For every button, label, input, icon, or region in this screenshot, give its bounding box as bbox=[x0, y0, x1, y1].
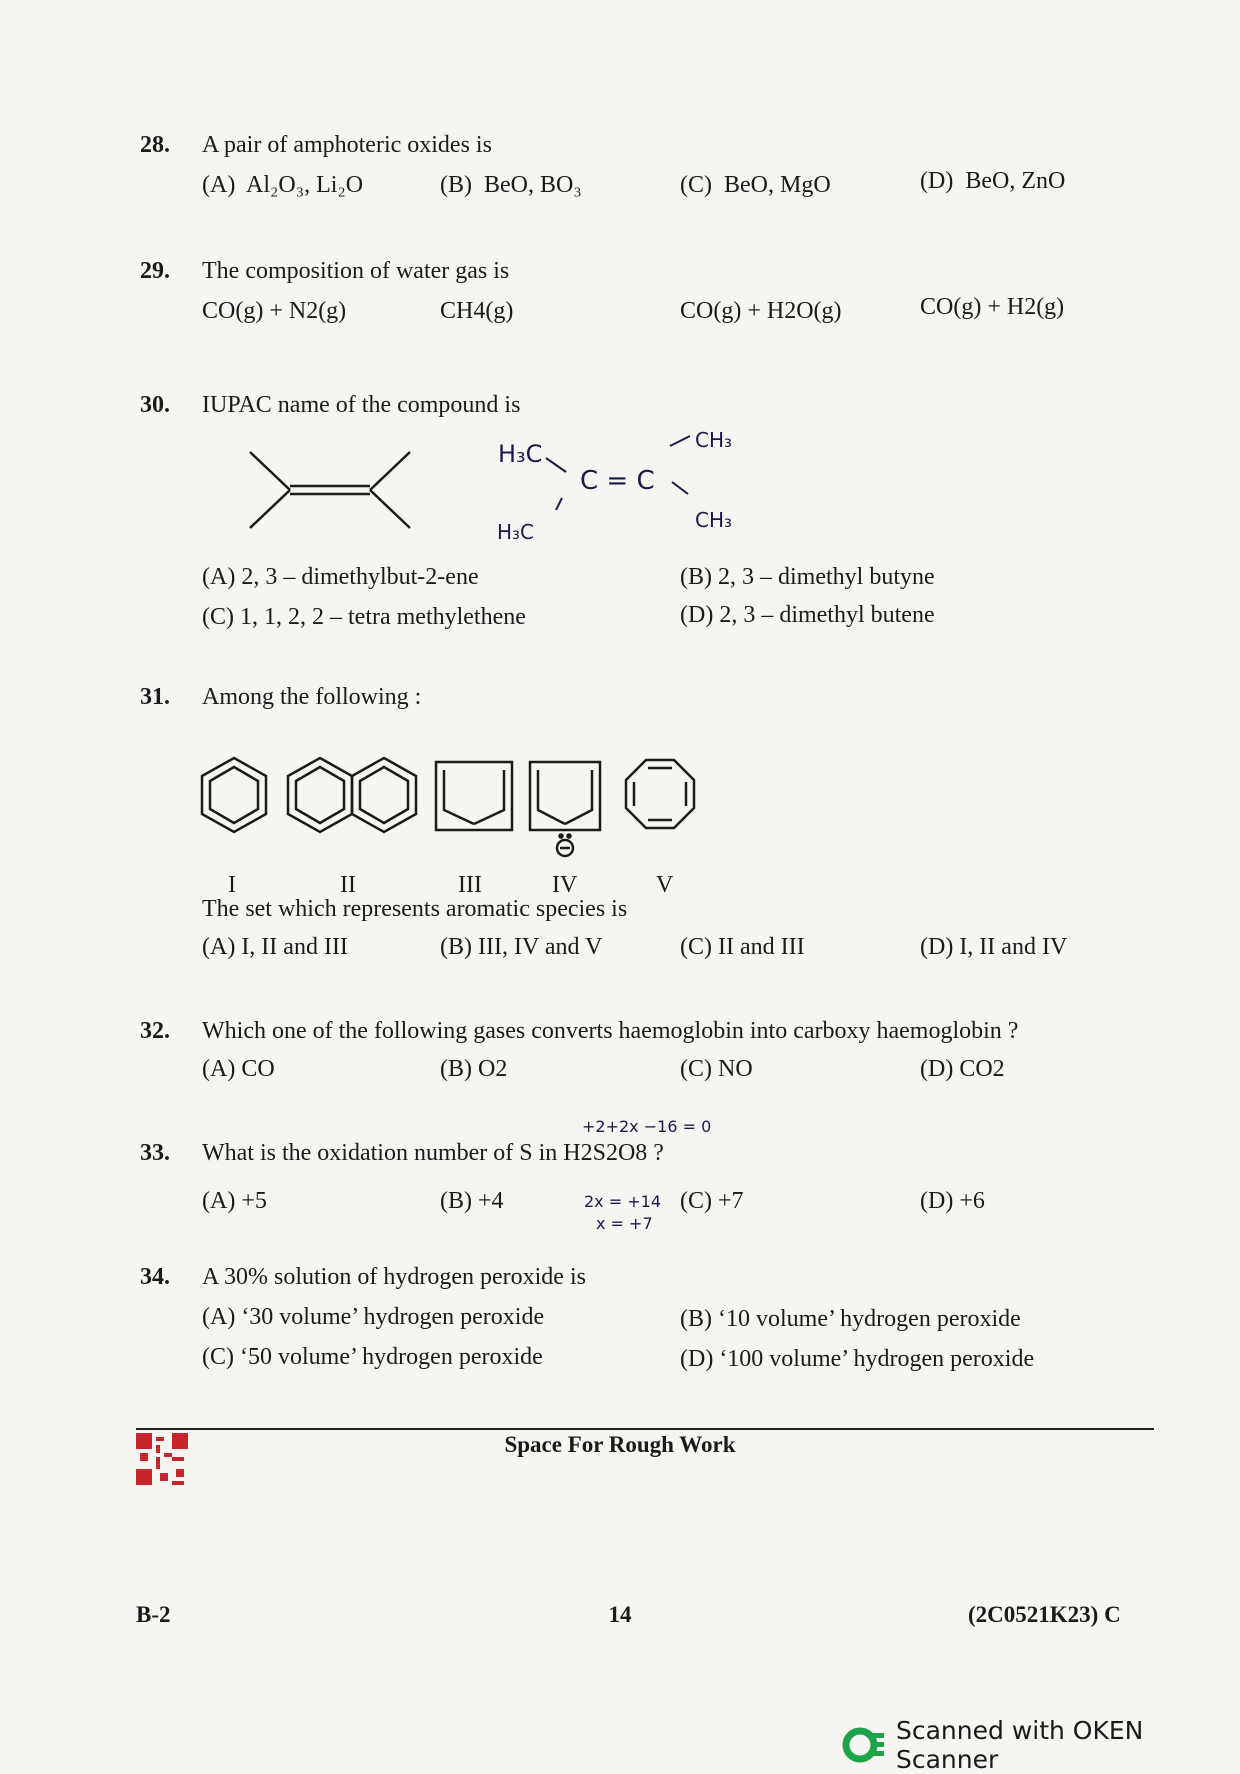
question-text: A 30% solution of hydrogen peroxide is bbox=[202, 1264, 586, 1290]
handwritten-calc-2: 2x = +14 bbox=[584, 1192, 661, 1211]
option-c: (C) BeO, MgO bbox=[680, 172, 831, 198]
option-b: (B) O2 bbox=[440, 1056, 508, 1082]
handwritten-bonds bbox=[530, 446, 700, 526]
option-c: (C) II and III bbox=[680, 934, 805, 960]
handwritten-h3c-top: H₃C bbox=[498, 440, 543, 468]
question-number: 30. bbox=[140, 392, 170, 418]
option-a: (A) 2, 3 – dimethylbut-2-ene bbox=[202, 564, 479, 590]
option-d-text: BeO, ZnO bbox=[965, 168, 1066, 194]
option-b: (B) 2, 3 – dimethyl butyne bbox=[680, 564, 935, 590]
footer-booklet-code: B-2 bbox=[136, 1602, 171, 1627]
scanner-logo-icon bbox=[842, 1727, 886, 1763]
handwritten-calc-1: +2+2x −16 = 0 bbox=[582, 1117, 712, 1136]
label-v: V bbox=[656, 872, 674, 898]
option-a: (A) Al₂O₃, Li₂O bbox=[202, 172, 364, 198]
option-b-text: BeO, BO₃ bbox=[484, 172, 582, 198]
handwritten-h3c-bottom: H₃C bbox=[497, 520, 535, 544]
handwritten-calc-3: x = +7 bbox=[596, 1214, 653, 1233]
option-d: (D) 2, 3 – dimethyl butene bbox=[680, 602, 935, 628]
scanner-text: Scanned with OKEN Scanner bbox=[896, 1716, 1144, 1774]
option-c: (C) ‘50 volume’ hydrogen peroxide bbox=[202, 1344, 543, 1370]
option-d: (D) CO2 bbox=[920, 1056, 1005, 1082]
question-text: The composition of water gas is bbox=[202, 258, 510, 284]
option-b: (B) BeO, BO₃ bbox=[440, 172, 582, 198]
option-a: CO(g) + N2(g) bbox=[202, 298, 347, 324]
label-i: I bbox=[228, 872, 236, 898]
question-number: 29. bbox=[140, 258, 170, 284]
option-b: (B) ‘10 volume’ hydrogen peroxide bbox=[680, 1306, 1021, 1332]
page-number: 14 bbox=[608, 1602, 632, 1627]
handwritten-double-bond: C = C bbox=[580, 466, 655, 496]
option-a-text: Al₂O₃, Li₂O bbox=[246, 172, 364, 198]
question-text: Among the following : bbox=[202, 684, 422, 710]
option-d: (D) BeO, ZnO bbox=[920, 168, 1066, 194]
label-ii: II bbox=[340, 872, 356, 898]
option-d: (D) ‘100 volume’ hydrogen peroxide bbox=[680, 1346, 1035, 1372]
handwritten-ch3-top: CH₃ bbox=[695, 428, 733, 452]
handwritten-ch3-bottom: CH₃ bbox=[695, 508, 733, 532]
question-number: 34. bbox=[140, 1264, 170, 1290]
option-d: (D) I, II and IV bbox=[920, 934, 1068, 960]
question-number: 32. bbox=[140, 1018, 170, 1044]
option-c: (C) 1, 1, 2, 2 – tetra methylethene bbox=[202, 604, 526, 630]
question-text: A pair of amphoteric oxides is bbox=[202, 132, 492, 158]
option-b: (B) III, IV and V bbox=[440, 934, 603, 960]
structure-v-cyclooctatetraene bbox=[626, 760, 694, 828]
question-number: 31. bbox=[140, 684, 170, 710]
option-a: (A) CO bbox=[202, 1056, 275, 1082]
option-b: (B) +4 bbox=[440, 1188, 504, 1214]
skeletal-structure bbox=[245, 450, 415, 530]
question-text: IUPAC name of the compound is bbox=[202, 392, 521, 418]
scanner-watermark bbox=[842, 1716, 1240, 1774]
question-subtext: The set which represents aromatic species is bbox=[202, 896, 628, 922]
question-number: 33. bbox=[140, 1140, 170, 1166]
option-a: (A) +5 bbox=[202, 1188, 267, 1214]
option-c: CO(g) + H2O(g) bbox=[680, 298, 842, 324]
ring-structures bbox=[200, 756, 710, 866]
question-number: 28. bbox=[140, 132, 170, 158]
label-iv: IV bbox=[552, 872, 578, 898]
option-c: (C) NO bbox=[680, 1056, 753, 1082]
option-b: CH4(g) bbox=[440, 298, 514, 324]
question-text: Which one of the following gases converts haemoglobin into carboxy haemoglobin ? bbox=[202, 1018, 1019, 1044]
option-c: (C) +7 bbox=[680, 1188, 744, 1214]
option-d: CO(g) + H2(g) bbox=[920, 294, 1065, 320]
option-c-text: BeO, MgO bbox=[724, 172, 831, 198]
option-d: (D) +6 bbox=[920, 1188, 985, 1214]
rough-work-divider bbox=[136, 1428, 1154, 1430]
footer-paper-code: (2C0521K23) C bbox=[968, 1602, 1121, 1627]
rough-work-label: Space For Rough Work bbox=[504, 1432, 736, 1457]
structure-ii-naphthalene bbox=[288, 758, 416, 832]
structure-i-benzene bbox=[202, 758, 266, 832]
label-iii: III bbox=[458, 872, 482, 898]
option-a: (A) ‘30 volume’ hydrogen peroxide bbox=[202, 1304, 545, 1330]
structure-iii-cyclopentadiene bbox=[436, 762, 512, 830]
structure-iv-cyclopentadienyl-anion bbox=[530, 762, 600, 856]
option-a: (A) I, II and III bbox=[202, 934, 348, 960]
question-text: What is the oxidation number of S in H2S2O8 ? bbox=[202, 1140, 664, 1166]
